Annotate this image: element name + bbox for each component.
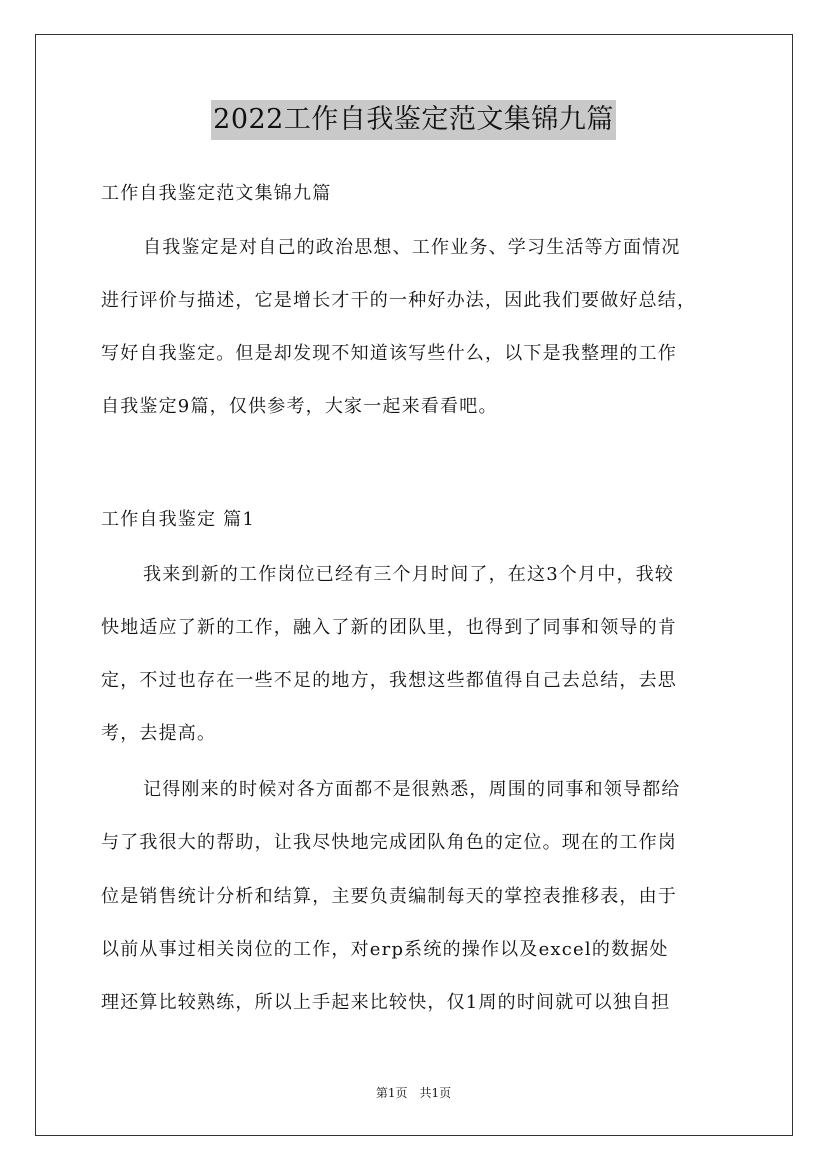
para2-line-5[interactable]: 理还算比较熟练，所以上手起来比较快，仅1周的时间就可以独自担 [101, 992, 671, 1013]
para2-line-2[interactable]: 与了我很大的帮助，让我尽快地完成团队角色的定位。现在的工作岗 [101, 832, 677, 853]
para1-line-3[interactable]: 定，不过也存在一些不足的地方，我想这些都值得自己去总结，去思 [101, 670, 677, 691]
intro-line-3[interactable]: 写好自我鉴定。但是却发现不知道该写些什么，以下是我整理的工作 [101, 343, 677, 364]
para1-line-2[interactable]: 快地适应了新的工作，融入了新的团队里，也得到了同事和领导的肯 [101, 617, 677, 638]
document-subtitle[interactable]: 工作自我鉴定范文集锦九篇 [101, 183, 332, 204]
page-number-footer: 第1页 共1页 [375, 1086, 452, 1100]
para1-line-4[interactable]: 考，去提高。 [101, 723, 217, 744]
para2-line-1[interactable]: 记得刚来的时候对各方面都不是很熟悉，周围的同事和领导都给 [143, 779, 681, 800]
intro-line-2[interactable]: 进行评价与描述，它是增长才干的一种好办法，因此我们要做好总结， [101, 290, 697, 311]
para2-line-4[interactable]: 以前从事过相关岗位的工作，对erp系统的操作以及excel的数据处 [101, 939, 669, 960]
document-title[interactable]: 2022工作自我鉴定范文集锦九篇 [211, 100, 616, 140]
section-heading[interactable]: 工作自我鉴定 篇1 [101, 509, 255, 530]
para2-line-3[interactable]: 位是销售统计分析和结算，主要负责编制每天的掌控表推移表，由于 [101, 886, 677, 907]
title-container [0, 100, 827, 140]
intro-line-4[interactable]: 自我鉴定9篇，仅供参考，大家一起来看看吧。 [101, 396, 498, 417]
para1-line-1[interactable]: 我来到新的工作岗位已经有三个月时间了，在这3个月中，我较 [143, 564, 675, 585]
intro-line-1[interactable]: 自我鉴定是对自己的政治思想、工作业务、学习生活等方面情况 [143, 237, 681, 258]
